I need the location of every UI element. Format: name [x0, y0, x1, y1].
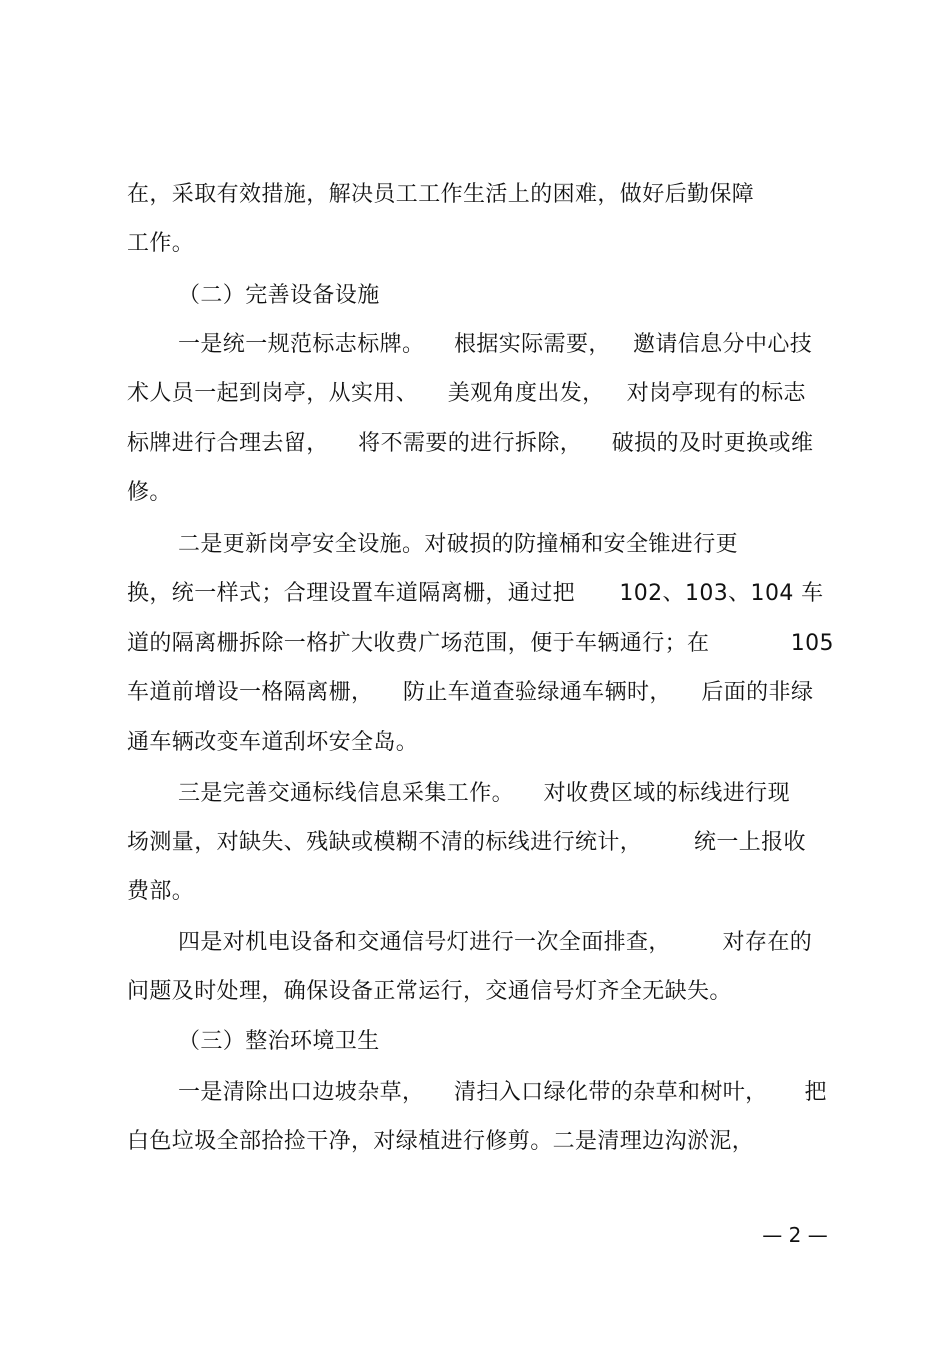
text-line: 道的隔离栅拆除一格扩大收费广场范围，便于车辆通行；在 105	[127, 631, 834, 656]
section-heading: （二）完善设备设施	[178, 283, 380, 308]
text-line: 标牌进行合理去留， 将不需要的进行拆除， 破损的及时更换或维	[127, 431, 814, 456]
text-line: 三是完善交通标线信息采集工作。 对收费区域的标线进行现	[178, 781, 790, 806]
text-line: 换，统一样式；合理设置车道隔离栅，通过把 102、103、104 车	[127, 581, 824, 606]
text-line: 修。	[127, 480, 172, 505]
text-line: 费部。	[127, 879, 195, 904]
text-line: 在，采取有效措施，解决员工工作生活上的困难，做好后勤保障	[127, 182, 755, 207]
text-line: 车道前增设一格隔离栅， 防止车道查验绿通车辆时， 后面的非绿	[127, 680, 814, 705]
section-heading: （三）整治环境卫生	[178, 1029, 380, 1054]
page-number: — 2 —	[762, 1223, 828, 1247]
text-line: 白色垃圾全部拾捡干净，对绿植进行修剪。二是清理边沟淤泥，	[127, 1129, 755, 1154]
text-line: 工作。	[127, 231, 195, 256]
text-line: 场测量，对缺失、残缺或模糊不清的标线进行统计， 统一上报收	[127, 830, 806, 855]
text-line: 一是统一规范标志标牌。 根据实际需要， 邀请信息分中心技	[178, 332, 813, 357]
text-line: 术人员一起到岗亭，从实用、 美观角度出发， 对岗亭现有的标志	[127, 381, 806, 406]
text-line: 四是对机电设备和交通信号灯进行一次全面排查， 对存在的	[178, 930, 813, 955]
text-line: 二是更新岗亭安全设施。对破损的防撞桶和安全锥进行更	[178, 532, 739, 557]
text-line: 通车辆改变车道刮坏安全岛。	[127, 730, 419, 755]
text-line: 一是清除出口边坡杂草， 清扫入口绿化带的杂草和树叶， 把	[178, 1080, 827, 1105]
text-line: 问题及时处理，确保设备正常运行，交通信号灯齐全无缺失。	[127, 979, 732, 1004]
